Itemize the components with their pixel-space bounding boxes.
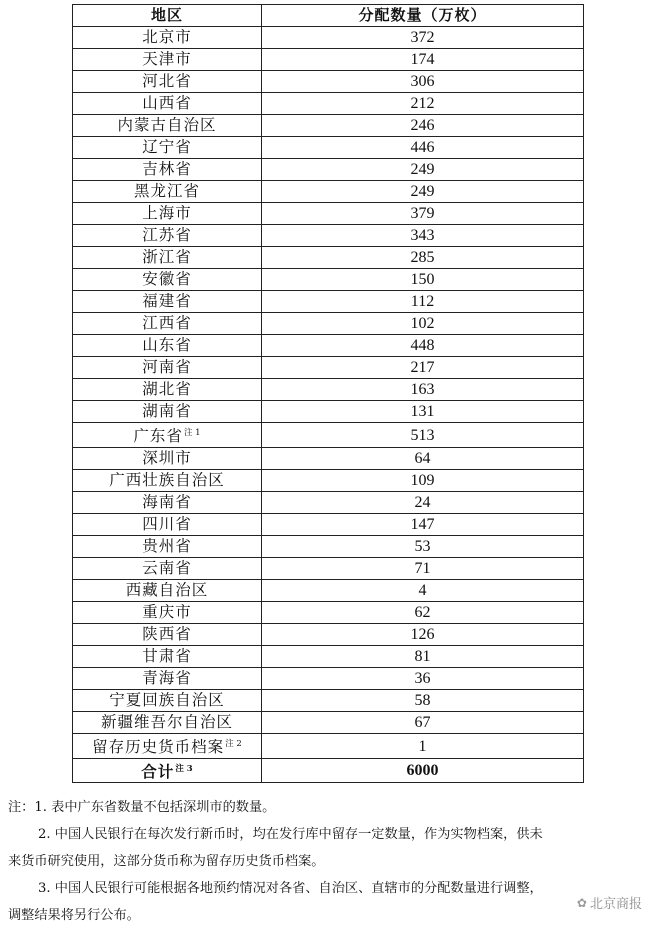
footnote-2-line-1: 2. 中国人民银行在每次发行新币时，均在发行库中留存一定数量，作为实物档案，供未: [38, 827, 543, 842]
region-name: 四川省: [142, 515, 192, 533]
region-cell: [73, 93, 262, 115]
region-name: 海南省: [142, 493, 192, 511]
region-name: 湖南省: [142, 402, 192, 420]
region-name: 甘肃省: [142, 647, 192, 665]
footnote-3-line-1: 3. 中国人民银行可能根据各地预约情况对各省、自治区、直辖市的分配数量进行调整，: [38, 881, 543, 896]
quantity-value: 24: [262, 492, 584, 514]
quantity-value: 131: [262, 401, 584, 423]
region-name: 青海省: [142, 669, 192, 687]
footnotes: [8, 794, 648, 929]
region-cell: [73, 27, 262, 49]
region-cell: [73, 379, 262, 401]
table-row: [73, 536, 584, 558]
quantity-value: 62: [262, 602, 584, 624]
table-row: [73, 357, 584, 379]
region-cell: [73, 423, 262, 448]
total-row: [73, 759, 584, 783]
note-marker: 注 1: [183, 428, 201, 438]
quantity-value: 372: [262, 27, 584, 49]
paw-icon: ✿: [576, 895, 587, 910]
table-row: [73, 734, 584, 759]
quantity-value: 513: [262, 423, 584, 448]
table-row: [73, 712, 584, 734]
region-cell: [73, 203, 262, 225]
table-header-row: [73, 5, 584, 27]
table-row: [73, 27, 584, 49]
header-quantity: 分配数量（万枚）: [262, 5, 584, 27]
region-name: 内蒙古自治区: [117, 116, 217, 134]
quantity-value: 147: [262, 514, 584, 536]
quantity-value: 343: [262, 225, 584, 247]
quantity-value: 285: [262, 247, 584, 269]
region-cell: [73, 115, 262, 137]
table-row: [73, 335, 584, 357]
quantity-value: 71: [262, 558, 584, 580]
table-row: [73, 269, 584, 291]
quantity-value: 112: [262, 291, 584, 313]
total-label-cell: [73, 759, 262, 783]
quantity-value: 4: [262, 580, 584, 602]
table-row: [73, 602, 584, 624]
watermark: [577, 893, 642, 912]
region-name: 贵州省: [142, 537, 192, 555]
table-row: [73, 93, 584, 115]
table-row: [73, 492, 584, 514]
quantity-value: 448: [262, 335, 584, 357]
region-cell: [73, 401, 262, 423]
region-name: 上海市: [142, 204, 192, 222]
region-cell: [73, 448, 262, 470]
region-cell: [73, 181, 262, 203]
region-cell: [73, 602, 262, 624]
table-row: [73, 558, 584, 580]
region-name: 宁夏回族自治区: [109, 691, 225, 709]
quantity-value: 212: [262, 93, 584, 115]
region-name: 山东省: [142, 336, 192, 354]
quantity-value: 150: [262, 269, 584, 291]
region-name: 留存历史货币档案: [92, 738, 225, 756]
region-cell: [73, 624, 262, 646]
region-cell: [73, 668, 262, 690]
quantity-value: 67: [262, 712, 584, 734]
region-name: 云南省: [142, 559, 192, 577]
region-cell: [73, 536, 262, 558]
table-row: [73, 159, 584, 181]
quantity-value: 36: [262, 668, 584, 690]
table-row: [73, 514, 584, 536]
quantity-value: 446: [262, 137, 584, 159]
region-name: 河南省: [142, 358, 192, 376]
table-row: [73, 225, 584, 247]
table-row: [73, 423, 584, 448]
region-cell: [73, 734, 262, 759]
region-name: 西藏自治区: [125, 581, 209, 599]
region-name: 江西省: [142, 314, 192, 332]
region-cell: [73, 646, 262, 668]
quantity-value: 306: [262, 71, 584, 93]
table-row: [73, 115, 584, 137]
table-body: [73, 27, 584, 759]
quantity-value: 217: [262, 357, 584, 379]
region-cell: [73, 335, 262, 357]
region-name: 江苏省: [142, 226, 192, 244]
quantity-value: 1: [262, 734, 584, 759]
region-cell: [73, 71, 262, 93]
total-label: 合计: [141, 762, 175, 781]
quantity-value: 379: [262, 203, 584, 225]
region-name: 天津市: [142, 50, 192, 68]
region-name: 北京市: [142, 28, 192, 46]
quantity-value: 249: [262, 159, 584, 181]
quantity-value: 126: [262, 624, 584, 646]
region-name: 浙江省: [142, 248, 192, 266]
region-name: 湖北省: [142, 380, 192, 398]
region-cell: [73, 313, 262, 335]
region-cell: [73, 712, 262, 734]
table-row: [73, 181, 584, 203]
quantity-value: 64: [262, 448, 584, 470]
region-cell: [73, 225, 262, 247]
region-name: 广西壮族自治区: [109, 471, 225, 489]
region-name: 陕西省: [142, 625, 192, 643]
footnote-2-line-2: 来货币研究使用，这部分货币称为留存历史货币档案。: [8, 854, 325, 869]
quantity-value: 53: [262, 536, 584, 558]
quantity-value: 58: [262, 690, 584, 712]
table-row: [73, 379, 584, 401]
table-row: [73, 137, 584, 159]
region-name: 福建省: [142, 292, 192, 310]
region-name: 安徽省: [142, 270, 192, 288]
region-cell: [73, 492, 262, 514]
table-row: [73, 448, 584, 470]
region-cell: [73, 580, 262, 602]
region-name: 新疆维吾尔自治区: [100, 713, 233, 731]
region-name: 广东省: [133, 427, 183, 445]
quantity-value: 81: [262, 646, 584, 668]
region-cell: [73, 137, 262, 159]
table-row: [73, 203, 584, 225]
table-row: [73, 646, 584, 668]
region-cell: [73, 690, 262, 712]
table-row: [73, 624, 584, 646]
region-cell: [73, 159, 262, 181]
region-cell: [73, 247, 262, 269]
total-note-marker: 注 3: [175, 764, 193, 774]
quantity-value: 163: [262, 379, 584, 401]
region-name: 吉林省: [142, 160, 192, 178]
region-name: 山西省: [142, 94, 192, 112]
region-cell: [73, 558, 262, 580]
region-cell: [73, 514, 262, 536]
region-cell: [73, 269, 262, 291]
table-row: [73, 470, 584, 492]
watermark-text: 北京商报: [589, 897, 642, 912]
region-name: 重庆市: [142, 603, 192, 621]
quantity-value: 246: [262, 115, 584, 137]
region-name: 深圳市: [142, 449, 192, 467]
quantity-value: 109: [262, 470, 584, 492]
table-row: [73, 291, 584, 313]
quantity-value: 174: [262, 49, 584, 71]
table-row: [73, 668, 584, 690]
table-row: [73, 313, 584, 335]
note-marker: 注 2: [225, 739, 242, 749]
region-cell: [73, 470, 262, 492]
region-cell: [73, 291, 262, 313]
table-row: [73, 401, 584, 423]
table-row: [73, 71, 584, 93]
table-row: [73, 49, 584, 71]
table-row: [73, 247, 584, 269]
quantity-value: 249: [262, 181, 584, 203]
table-row: [73, 690, 584, 712]
region-cell: [73, 49, 262, 71]
footnote-1: 注：1. 表中广东省数量不包括深圳市的数量。: [8, 800, 276, 815]
region-name: 河北省: [142, 72, 192, 90]
total-value: 6000: [262, 759, 584, 783]
region-name: 辽宁省: [142, 138, 192, 156]
quantity-value: 102: [262, 313, 584, 335]
footnote-3-line-2: 调整结果将另行公布。: [8, 908, 140, 923]
table-row: [73, 580, 584, 602]
region-name: 黑龙江省: [133, 182, 200, 200]
allocation-table: [72, 4, 584, 783]
header-region: 地区: [73, 5, 262, 27]
region-cell: [73, 357, 262, 379]
